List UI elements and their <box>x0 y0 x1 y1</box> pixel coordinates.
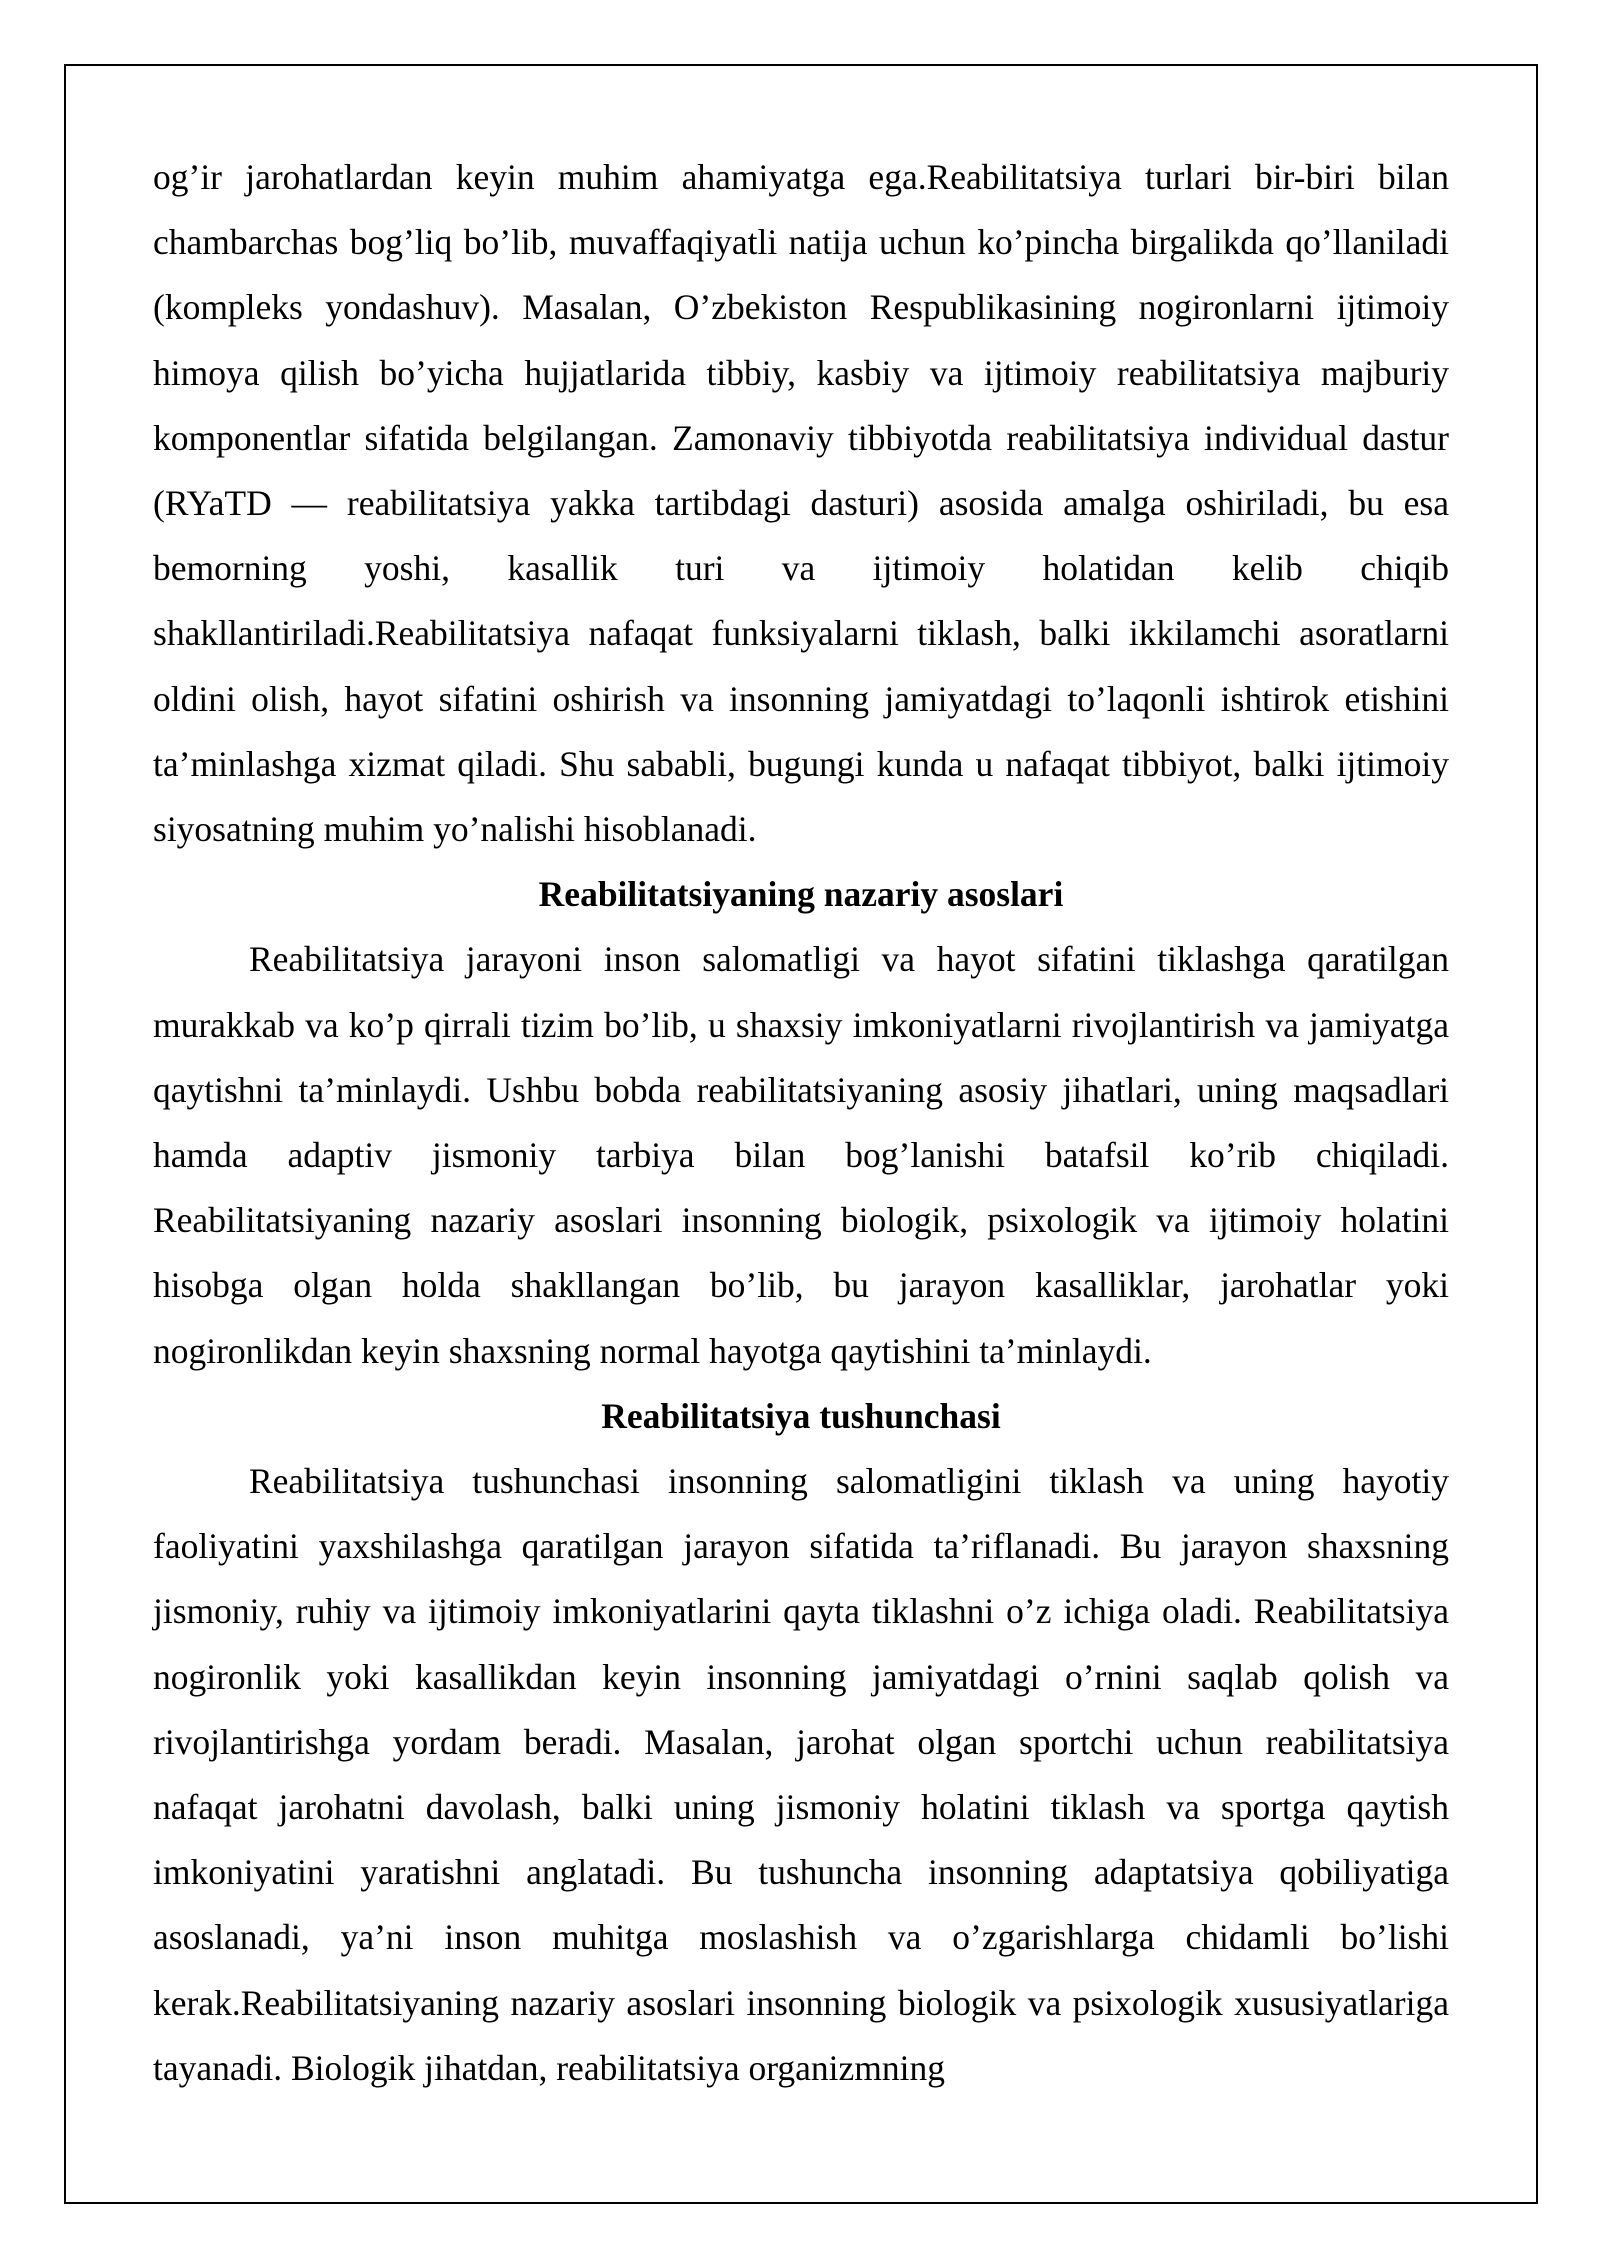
document-body <box>153 145 1449 2101</box>
paragraph-theory: Reabilitatsiya jarayoni inson salomatligi va hayot sifatini tiklashga qaratilgan murakkab va ko’p qirrali tizim bo’lib, u shaxsiy imkoniyatlarni rivojlantirish va jamiyatga qaytishni ta’minlaydi. Ushbu bobda reabilitatsiyaning asosiy jihatlari, uning maqsadlari hamda adaptiv jismoniy tarbiya bilan bog’lanishi batafsil ko’rib chiqiladi. Reabilitatsiyaning nazariy asoslari insonning biologik, psixologik va ijtimoiy holatini hisobga olgan holda shakllangan bo’lib, bu jarayon kasalliklar, jarohatlar yoki nogironlikdan keyin shaxsning normal hayotga qaytishini ta’minlaydi. <box>153 939 1449 1371</box>
paragraph-continuation: og’ir jarohatlardan keyin muhim ahamiyatga ega.Reabilitatsiya turlari bir-biri bilan chambarchas bog’liq bo’lib, muvaffaqiyatli natija uchun ko’pincha birgalikda qo’llaniladi (kompleks yondashuv). Masalan, O’zbekiston Respublikasining nogironlarni ijtimoiy himoya qilish bo’yicha hujjatlarida tibbiy, kasbiy va ijtimoiy reabilitatsiya majburiy komponentlar sifatida belgilangan. Zamonaviy tibbiyotda reabilitatsiya individual dastur (RYaTD — reabilitatsiya yakka tartibdagi dasturi) asosida amalga oshiriladi, bu esa bemorning yoshi, kasallik turi va ijtimoiy holatidan kelib chiqib shakllantiriladi.Reabilitatsiya nafaqat funksiyalarni tiklash, balki ikkilamchi asoratlarni oldini olish, hayot sifatini oshirish va insonning jamiyatdagi to’laqonli ishtirok etishini ta’minlashga xizmat qiladi. Shu sababli, bugungi kunda u nafaqat tibbiyot, balki ijtimoiy siyosatning muhim yo’nalishi hisoblanadi. <box>153 157 1449 850</box>
section-heading-theory: Reabilitatsiyaning nazariy asoslari <box>538 874 1064 915</box>
section-heading-concept: Reabilitatsiya tushunchasi <box>601 1395 1001 1436</box>
paragraph-concept: Reabilitatsiya tushunchasi insonning salomatligini tiklash va uning hayotiy faoliyatini yaxshilashga qaratilgan jarayon sifatida ta’riflanadi. Bu jarayon shaxsning jismoniy, ruhiy va ijtimoiy imkoniyatlarini qayta tiklashni o’z ichiga oladi. Reabilitatsiya nogironlik yoki kasallikdan keyin insonning jamiyatdagi o’rnini saqlab qolish va rivojlantirishga yordam beradi. Masalan, jarohat olgan sportchi uchun reabilitatsiya nafaqat jarohatni davolash, balki uning jismoniy holatini tiklash va sportga qaytish imkoniyatini yaratishni anglatadi. Bu tushuncha insonning adaptatsiya qobiliyatiga asoslanadi, ya’ni inson muhitga moslashish va o’zgarishlarga chidamli bo’lishi kerak.Reabilitatsiyaning nazariy asoslari insonning biologik va psixologik xususiyatlariga tayanadi. Biologik jihatdan, reabilitatsiya organizmning <box>153 1461 1449 2088</box>
